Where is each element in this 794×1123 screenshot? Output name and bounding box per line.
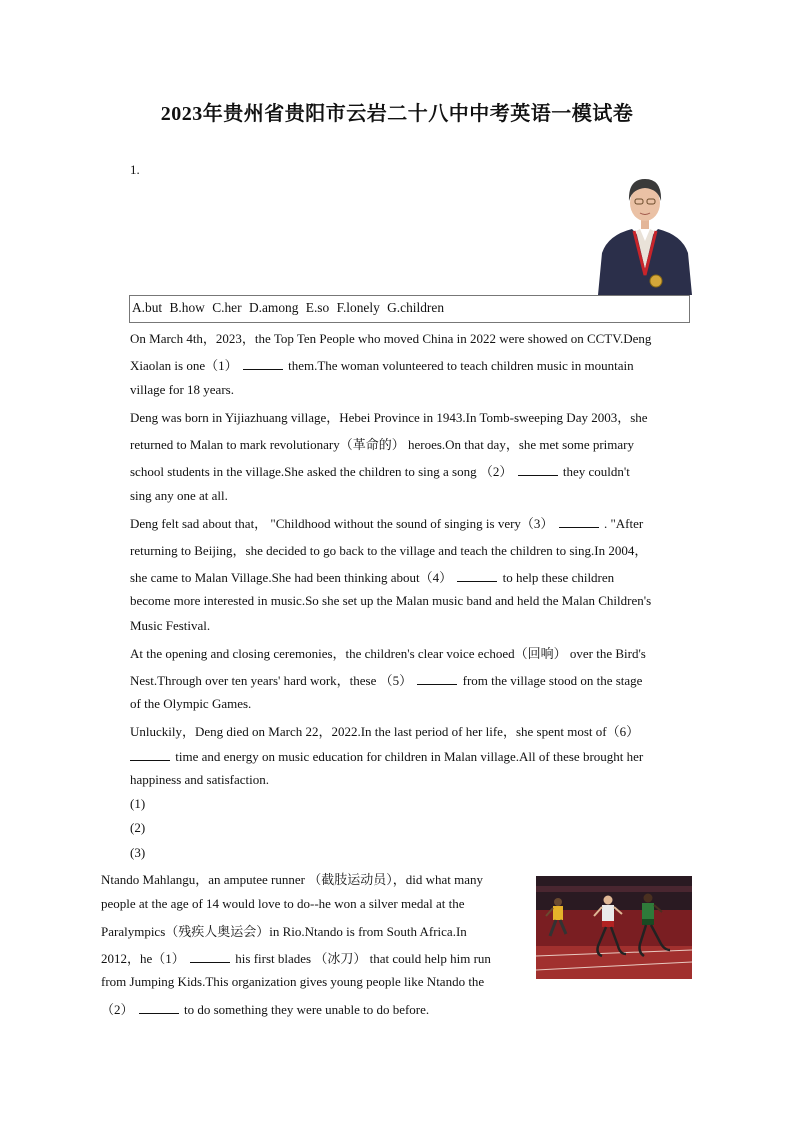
portrait-photo bbox=[598, 169, 692, 295]
blank-p2-1[interactable] bbox=[190, 950, 230, 963]
passage-line: Paralympics（残疾人奥运会）in Rio.Ntando is from South Africa.In bbox=[101, 924, 467, 939]
passage-text: . "After bbox=[603, 516, 644, 531]
passage-line: of the Olympic Games. bbox=[130, 696, 252, 711]
passage-line: Deng was born in Yijiazhuang village，Hebei Province in 1943.In Tomb-sweeping Day 2003，she bbox=[130, 410, 648, 425]
passage-line bbox=[130, 461, 630, 480]
word-option: D.among bbox=[248, 300, 299, 315]
word-option: G.children bbox=[387, 300, 445, 315]
answer-slot: (2) bbox=[130, 820, 146, 835]
blank-6[interactable] bbox=[130, 748, 170, 761]
passage-text: Xiaolan is one（1） bbox=[130, 358, 238, 373]
passage-line: returned to Malan to mark revolutionary（革命的） heroes.On that day，she met some primary bbox=[130, 437, 634, 452]
passage-line bbox=[130, 748, 643, 765]
passage-text: Deng felt sad about that， "Childhood without the sound of singing is very（3） bbox=[130, 516, 554, 531]
passage-text: （2） bbox=[101, 1002, 134, 1017]
passage-text: school students in the village.She asked the children to sing a song （2） bbox=[130, 464, 513, 479]
passage-line bbox=[101, 948, 491, 967]
passage-text: she came to Malan Village.She had been thinking about（4） bbox=[130, 570, 453, 585]
passage-text: time and energy on music education for children in Malan village.All of these brought her bbox=[175, 749, 644, 764]
passage-line: from Jumping Kids.This organization gives young people like Ntando the bbox=[101, 974, 485, 989]
passage-line bbox=[130, 567, 614, 586]
word-option: E.so bbox=[305, 300, 330, 315]
runners-photo bbox=[536, 876, 692, 979]
passage-line: village for 18 years. bbox=[130, 382, 234, 397]
passage-line: sing any one at all. bbox=[130, 488, 228, 503]
word-option: B.how bbox=[169, 300, 205, 315]
word-bank-box bbox=[129, 295, 690, 323]
passage-line: Ntando Mahlangu，an amputee runner （截肢运动员），did what many bbox=[101, 872, 483, 887]
blank-5[interactable] bbox=[417, 672, 457, 685]
blank-2[interactable] bbox=[518, 463, 558, 476]
passage-line: Music Festival. bbox=[130, 618, 211, 633]
blank-p2-2[interactable] bbox=[139, 1001, 179, 1014]
passage-line: become more interested in music.So she set up the Malan music band and held the Malan Children's bbox=[130, 593, 652, 608]
blank-3[interactable] bbox=[559, 515, 599, 528]
word-option: F.lonely bbox=[336, 300, 380, 315]
passage-text: 2012，he（1） bbox=[101, 951, 185, 966]
passage-text: to help these children bbox=[502, 570, 615, 585]
passage-line: Unluckily，Deng died on March 22，2022.In the last period of her life，she spent most of（6） bbox=[130, 724, 640, 739]
passage-text: Nest.Through over ten years' hard work，these （5） bbox=[130, 673, 413, 688]
passage-text: to do something they were unable to do before. bbox=[184, 1002, 430, 1017]
passage-text: from the village stood on the stage bbox=[462, 673, 643, 688]
passage-line bbox=[130, 513, 643, 532]
passage-line bbox=[130, 670, 642, 689]
passage-text: his first blades （冰刀） that could help him run bbox=[235, 951, 491, 966]
passage-line: On March 4th，2023，the Top Ten People who moved China in 2022 were showed on CCTV.Deng bbox=[130, 331, 652, 346]
blank-1[interactable] bbox=[243, 357, 283, 370]
passage-line: happiness and satisfaction. bbox=[130, 772, 269, 787]
question-number: 1. bbox=[130, 162, 140, 177]
passage-line bbox=[101, 999, 429, 1018]
passage-text: them.The woman volunteered to teach children music in mountain bbox=[288, 358, 634, 373]
page-title: 2023年贵州省贵阳市云岩二十八中中考英语一模试卷 bbox=[160, 103, 634, 125]
passage-line: people at the age of 14 would love to do--he won a silver medal at the bbox=[101, 896, 465, 911]
word-option: C.her bbox=[212, 300, 242, 315]
blank-4[interactable] bbox=[457, 569, 497, 582]
passage-line bbox=[130, 355, 634, 374]
passage-line: returning to Beijing，she decided to go back to the village and teach the children to sing.In 2004， bbox=[130, 543, 648, 558]
answer-slot: (3) bbox=[130, 845, 146, 860]
answer-slot: (1) bbox=[130, 796, 146, 811]
word-option: A.but bbox=[132, 300, 163, 315]
passage-text: they couldn't bbox=[562, 464, 630, 479]
passage-line: At the opening and closing ceremonies，the children's clear voice echoed（回响） over the Bird's bbox=[130, 646, 646, 661]
